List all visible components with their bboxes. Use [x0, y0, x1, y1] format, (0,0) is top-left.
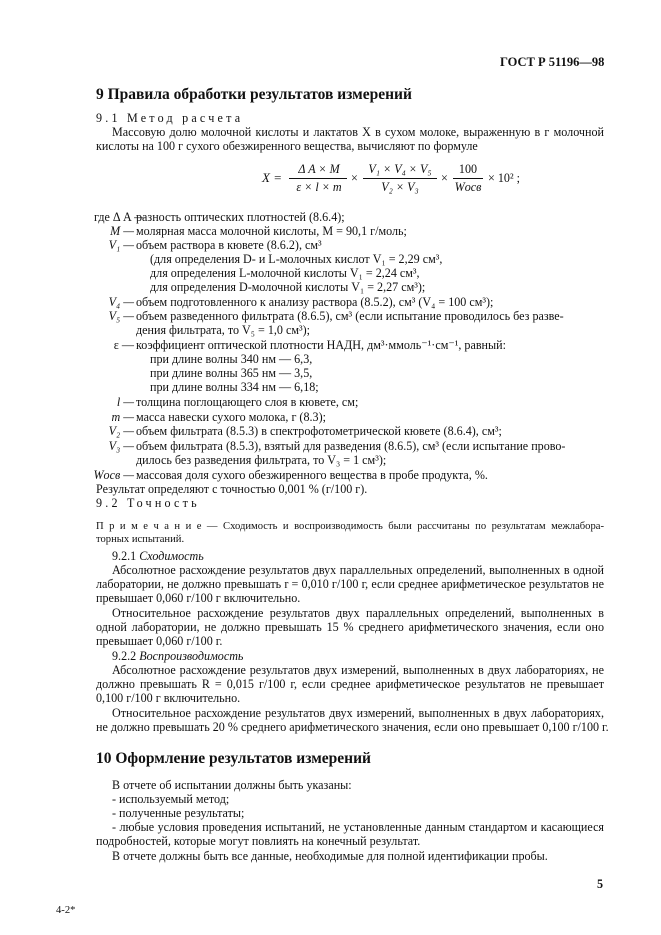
where-desc: при длине волны 340 нм — 6,3,	[150, 352, 313, 366]
fraction-2-denominator: V₂ × V₃	[381, 180, 419, 194]
subsection-9-2-1	[112, 549, 204, 564]
where-desc: для определения D-молочной кислоты V₁ = 2,27 см³);	[150, 280, 426, 294]
where-desc: объем фильтрата (8.5.3) в спектрофотометрической кювете (8.6.4), см³;	[136, 424, 502, 438]
where-desc: объем разведенного фильтрата (8.6.5), см³ (если испытание проводилось без разве-	[136, 309, 564, 323]
note-line-2: торных испытаний.	[96, 534, 185, 545]
subsection-9-2: 9.2 Точность	[96, 496, 200, 510]
where-desc: разность оптических плотностей (8.6.4);	[136, 210, 345, 224]
paragraph-line: превышает 0,060 г/100 г включительно.	[96, 591, 301, 605]
where-desc: объем подготовленного к анализу раствора (8.5.2), см³ (V₄ = 100 см³);	[136, 295, 494, 309]
formula-lhs: X =	[262, 170, 282, 185]
paragraph-line: лаборатории, не должно превышать r = 0,010 г/100 г, если среднее арифметическое результатов не	[96, 577, 604, 591]
where-sym: V₄ —	[108, 295, 134, 309]
where-sym: где Δ A —	[94, 210, 147, 224]
subsection-number: 9.2.2	[112, 649, 137, 663]
subsection-number: 9.2.1	[112, 549, 137, 563]
times-sign-2: ×	[441, 171, 448, 185]
paragraph-line: превышает 0,060 г/100 г.	[96, 634, 223, 648]
fraction-3-numerator: 100	[458, 162, 478, 176]
note-line-1: П р и м е ч а н и е — Сходимость и воспроизводимость были рассчитаны по результатам межлабора-	[96, 521, 604, 532]
subsection-title: Сходимость	[139, 549, 204, 563]
section-9-title: 9 Правила обработки результатов измерений	[96, 86, 412, 103]
page-number: 5	[597, 877, 604, 891]
paragraph-line: должно превышать R = 0,015 г/100 г, если среднее арифметическое результатов не превышает	[96, 677, 604, 691]
where-sym: Wосв —	[93, 468, 134, 482]
report-line: - любые условия проведения испытаний, не установленные данным стандартом и касающиеся	[112, 820, 604, 834]
paragraph-line: Абсолютное расхождение результатов двух параллельных определений, выполненных в одной	[112, 563, 604, 577]
where-sym: m —	[111, 410, 134, 424]
where-sym: V₂ —	[108, 424, 134, 438]
where-desc: для определения L-молочной кислоты V₁ = 2,24 см³,	[150, 266, 420, 280]
intro-line-2: кислоты на 100 г сухого обезжиренного вещества, вычисляют по формуле	[96, 139, 478, 153]
fraction-3-denominator: Wосв	[454, 180, 482, 194]
paragraph-line: Абсолютное расхождение результатов двух измерений, выполненных в двух лабораториях, не	[112, 663, 604, 677]
where-desc: объем раствора в кювете (8.6.2), см³	[136, 238, 322, 252]
paragraph-line: Относительное расхождение результатов двух измерений, выполненных в двух лабораториях,	[112, 706, 604, 720]
result-precision: Результат определяют с точностью 0,001 % (г/100 г).	[96, 482, 368, 496]
where-desc: молярная масса молочной кислоты, M = 90,1 г/моль;	[136, 224, 407, 238]
paragraph-line: одной лаборатории, не должно превышать 15 % среднего арифметического значения, если оно	[96, 620, 604, 634]
where-desc: толщина поглощающего слоя в кювете, см;	[136, 395, 359, 409]
formula-tail: × 10² ;	[488, 171, 520, 185]
where-desc: при длине волны 365 нм — 3,5,	[150, 366, 313, 380]
intro-line-1: Массовую долю молочной кислоты и лактатов X в сухом молоке, выраженную в г молочной	[112, 125, 604, 139]
report-line: - используемый метод;	[112, 792, 230, 806]
paragraph-line: не должно превышать 20 % среднего арифметического значения, если оно превышает 0,100 г/100 г.	[96, 720, 609, 734]
where-desc: (для определения D- и L-молочных кислот V₁ = 2,29 см³,	[150, 252, 443, 266]
fraction-3-bar	[453, 178, 483, 179]
where-desc: массовая доля сухого обезжиренного вещества в пробе продукта, %.	[136, 468, 488, 482]
where-desc: масса навески сухого молока, г (8.3);	[136, 410, 326, 424]
where-sym: l —	[116, 395, 134, 409]
fraction-2-bar	[363, 178, 437, 179]
report-line: В отчете должны быть все данные, необходимые для полной идентификации пробы.	[112, 849, 548, 863]
section-10-title: 10 Оформление результатов измерений	[96, 750, 371, 767]
fraction-2-numerator: V₁ × V₄ × V₅	[368, 162, 432, 176]
paragraph-line: 0,100 г/100 г включительно.	[96, 691, 241, 705]
report-line: - полученные результаты;	[112, 806, 245, 820]
subsection-9-2-2	[112, 649, 243, 664]
report-line: В отчете об испытании должны быть указаны:	[112, 778, 352, 792]
where-desc: коэффициент оптической плотности НАДН, дм³·ммоль⁻¹·см⁻¹, равный:	[136, 338, 506, 352]
where-sym: ε —	[113, 338, 134, 352]
fraction-1-denominator: ε × l × m	[296, 180, 342, 194]
fraction-1-bar	[289, 178, 347, 179]
where-desc: дения фильтрата, то V₅ = 1,0 см³);	[136, 323, 311, 337]
subsection-title: Воспроизводимость	[139, 649, 244, 663]
where-sym: M —	[110, 224, 134, 238]
times-sign-1: ×	[351, 171, 358, 185]
sheet-mark: 4-2*	[56, 905, 76, 916]
paragraph-line: Относительное расхождение результатов двух параллельных определений, выполненных в	[112, 606, 604, 620]
report-line: подробностей, которые могут повлиять на конечный результат.	[96, 834, 421, 848]
standard-header: ГОСТ Р 51196—98	[500, 55, 605, 69]
where-desc: при длине волны 334 нм — 6,18;	[150, 380, 319, 394]
subsection-9-1: 9.1 Метод расчета	[96, 111, 244, 125]
where-desc: дилось без разведения фильтрата, то V₃ = 1 см³);	[136, 453, 387, 467]
where-desc: объем фильтрата (8.5.3), взятый для разведения (8.6.5), см³ (если испытание прово-	[136, 439, 566, 453]
where-sym: V₅ —	[108, 309, 134, 323]
where-sym: V₃ —	[108, 439, 134, 453]
fraction-1-numerator: Δ A × M	[298, 162, 340, 176]
where-sym: V₁ —	[108, 238, 134, 252]
